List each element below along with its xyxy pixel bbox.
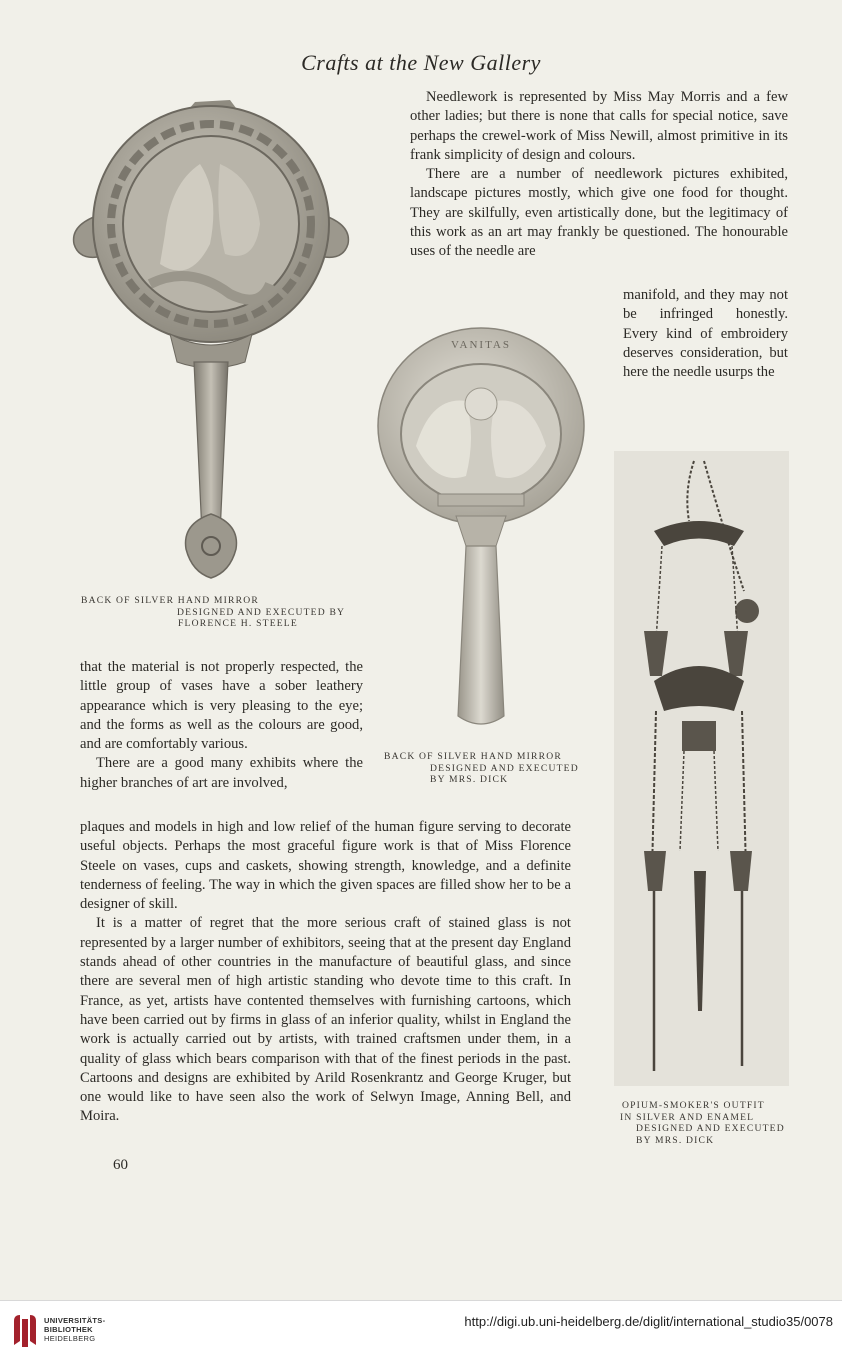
library-name-line: BIBLIOTHEK bbox=[44, 1325, 93, 1334]
caption-line: BACK OF SILVER HAND MIRROR bbox=[384, 751, 562, 762]
library-logo-icon bbox=[10, 1311, 40, 1351]
caption-line: BACK OF SILVER HAND MIRROR bbox=[81, 595, 259, 606]
library-name-line: UNIVERSITÄTS- bbox=[44, 1316, 106, 1325]
paragraph: There are a number of needlework pictures exhibited, landscape pictures mostly, which give one food for thought. They are skilfully, even artistically done, but the legitimacy of this work as an art may frankly be questioned. The honourable uses of the needle are bbox=[410, 166, 788, 260]
caption-opium-outfit bbox=[620, 1100, 785, 1146]
text-block-needlework-narrow bbox=[623, 286, 788, 382]
text-block-needlework bbox=[410, 88, 788, 262]
paragraph: Needlework is represented by Miss May Morris and a few other ladies; but there is none that calls for special notice, save perhaps the crewel-work of Miss Newill, almost primitive in its frank simplicity of design and colours. bbox=[410, 89, 788, 163]
mirror-dick-illustration bbox=[376, 326, 586, 738]
caption-line: DESIGNED AND EXECUTED bbox=[430, 762, 579, 774]
library-name-line: HEIDELBERG bbox=[44, 1334, 96, 1343]
library-name bbox=[44, 1316, 105, 1343]
mirror-steele-illustration bbox=[70, 94, 352, 586]
paragraph: that the material is not properly respected, the little group of vases have a sober leathery appearance which is very pleasing to the eye; and the forms as well as the colours are good, and are comfortably various. bbox=[80, 659, 363, 753]
source-url-link[interactable]: http://digi.ub.uni-heidelberg.de/diglit/international_studio35/0078 bbox=[464, 1314, 833, 1329]
opium-outfit-photo bbox=[614, 451, 789, 1086]
paragraph: manifold, and they may not be infringed honestly. Every kind of embroidery deserves consideration, but here the needle usurps the bbox=[623, 287, 788, 381]
page-number: 60 bbox=[113, 1157, 128, 1173]
paragraph: It is a matter of regret that the more serious craft of stained glass is not represented by a larger number of exhibitors, seeing that at the present day England stands ahead of other countries in the manufacture of beautiful glass, and since there are several men of high artistic standing who devote time to this craft. In France, as yet, artists have contented themselves with furnishing cartoons, which have been carried out by firms in glass of an inferior quality, whilst in England the work is actually carried out by artists, with trained craftsmen under them, in a quality of glass which bears comparison with that of the finest periods in the past. Cartoons and designs are exhibited by Arild Rosenkrantz and George Kruger, but one would like to have seen also the work of Selwyn Image, Anning Bell, and Moira. bbox=[80, 915, 571, 1125]
footer-bar bbox=[0, 1300, 842, 1360]
caption-line: FLORENCE H. STEELE bbox=[178, 618, 298, 630]
caption-line: IN SILVER AND ENAMEL bbox=[620, 1111, 755, 1123]
caption-line: DESIGNED AND EXECUTED BY bbox=[177, 606, 346, 618]
caption-mirror-steele bbox=[81, 595, 345, 630]
caption-mirror-dick bbox=[384, 751, 579, 786]
running-title: Crafts at the New Gallery bbox=[301, 50, 541, 75]
paragraph: plaques and models in high and low relief of the human figure serving to decorate useful objects. Perhaps the most graceful figure work is that of Miss Florence Steele on vases, cups and caskets, showing strength, knowledge, and a definite tenderness of feeling. The way in which the given spaces are filled show her to be a designer of skill. bbox=[80, 819, 571, 913]
caption-line: OPIUM-SMOKER'S OUTFIT bbox=[622, 1100, 765, 1111]
caption-line: BY MRS. DICK bbox=[636, 1134, 715, 1146]
caption-line: DESIGNED AND EXECUTED bbox=[636, 1123, 785, 1135]
paragraph: There are a good many exhibits where the higher branches of art are involved, bbox=[80, 755, 363, 791]
mirror-inscription: VANITAS bbox=[451, 339, 511, 351]
opium-outfit-drawing bbox=[614, 451, 789, 1086]
text-block-stained-glass bbox=[80, 818, 571, 1127]
text-block-material bbox=[80, 658, 363, 793]
caption-line: BY MRS. DICK bbox=[430, 774, 509, 786]
